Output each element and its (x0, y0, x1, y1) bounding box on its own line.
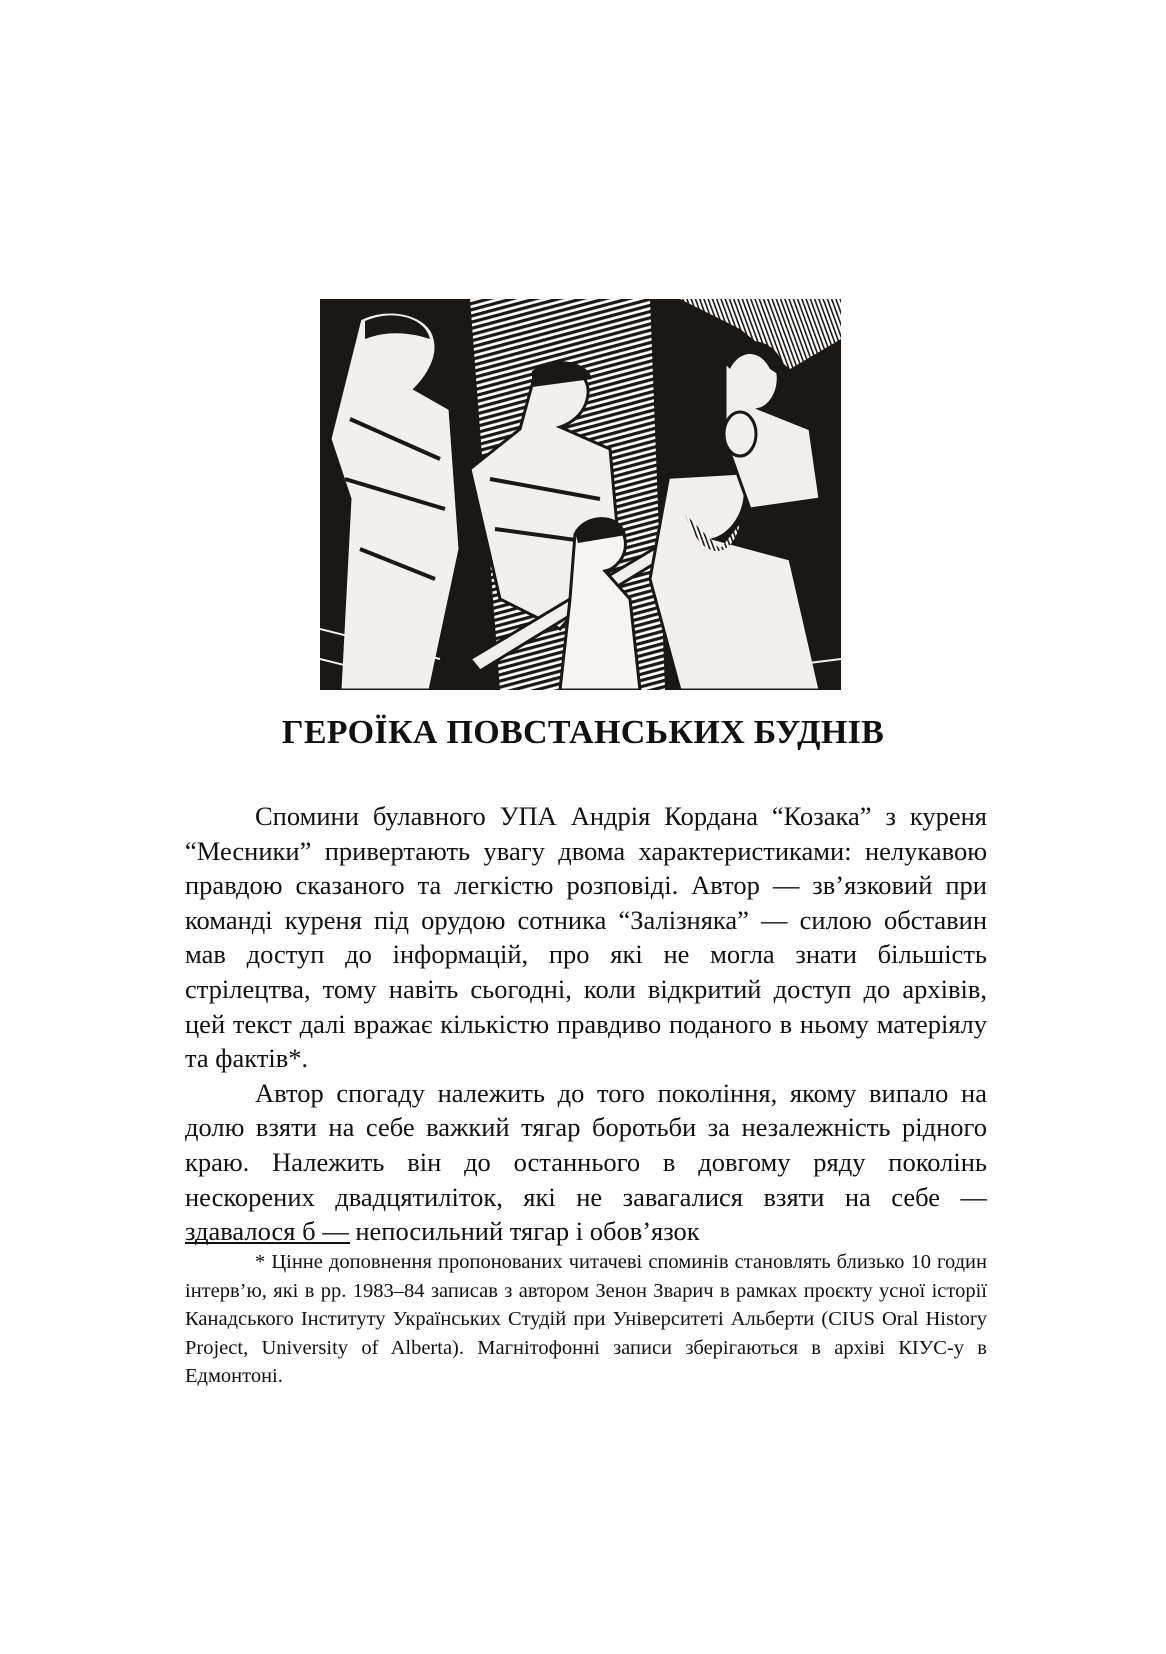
body-text (185, 799, 987, 1249)
footnote: * Цінне доповнення пропонованих читачеві споминів становлять близько 10 годин інтерв’ю, які в рр. 1983–84 записав з автором Зенон Зварич в рамках проєкту усної історії Канадського Інституту Українських Студій при Університеті Альберти (CIUS Oral History Project, University of Alberta). Магнітофонні записи зберігаються в архіві КІУС-у в Едмонтоні. (185, 1251, 987, 1387)
paragraph: Автор спогаду належить до того покоління, якому випало на долю взяти на себе важкий тягар боротьби за незалежність рідного краю. Належить він до останнього в довгому ряду поколінь нескорених двадцятиліток, які не завагалися взяти на себе — здавалося б — непосильний тягар і обов’язок (185, 1077, 987, 1247)
woodcut-illustration (320, 299, 841, 690)
woodcut-illustration-icon (320, 299, 841, 690)
paragraph: Спомини булавного УПА Андрія Кордана “Козака” з куреня “Месники” привертають увагу двома характеристиками: нелукавою правдою сказаного та легкістю розповіді. Автор — зв’язковий при команді куреня під орудою сотника “Залізняка” — силою обставин мав доступ до інформацій, про які не могла знати більшість стрілецтва, тому навіть сьогодні, коли відкритий доступ до архівів, цей текст далі вражає кількістю правдиво поданого в ньому матеріялу та фактів*. (185, 801, 987, 1074)
footnote-divider (185, 1242, 350, 1244)
page-title: ГЕРОЇКА ПОВСТАНСЬКИХ БУДНІВ (281, 714, 885, 751)
